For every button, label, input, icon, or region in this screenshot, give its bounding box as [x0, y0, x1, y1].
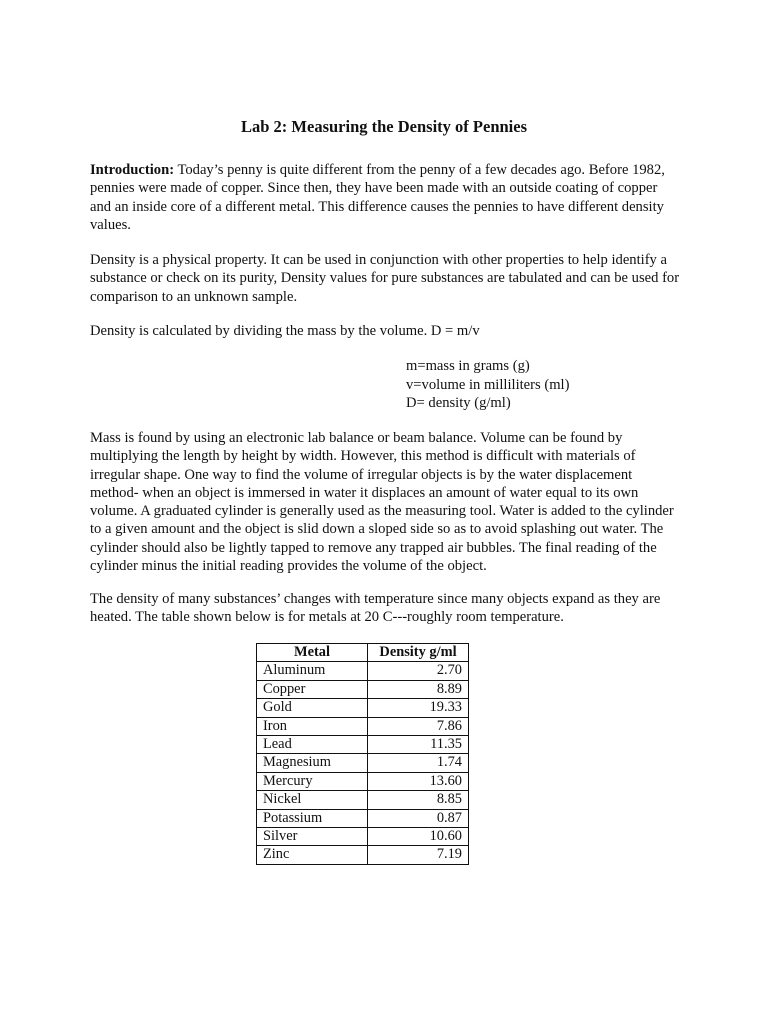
metal-name: Magnesium [257, 754, 368, 772]
density-table [256, 643, 469, 865]
column-header-metal: Metal [257, 644, 368, 662]
metal-name: Copper [257, 680, 368, 698]
density-value: 2.70 [368, 662, 469, 680]
table-row [257, 699, 469, 717]
density-value: 7.86 [368, 717, 469, 735]
intro-paragraph [90, 161, 680, 234]
page-title: Lab 2: Measuring the Density of Pennies [241, 117, 527, 136]
metal-name: Silver [257, 828, 368, 846]
variable-definitions [406, 357, 569, 413]
metal-name: Iron [257, 717, 368, 735]
table-row [257, 662, 469, 680]
density-value: 19.33 [368, 699, 469, 717]
metal-name: Gold [257, 699, 368, 717]
density-value: 0.87 [368, 809, 469, 827]
density-value: 8.85 [368, 791, 469, 809]
table-row [257, 828, 469, 846]
metal-name: Zinc [257, 846, 368, 864]
table-row [257, 791, 469, 809]
metal-name: Aluminum [257, 662, 368, 680]
intro-label: Introduction: [90, 162, 175, 178]
mass-volume-paragraph: Mass is found by using an electronic lab balance or beam balance. Volume can be found by multiplying the length by height by width. However, this method is difficult with materials of irregular shape. One way to find the volume of irregular objects is by the water displacement method- when an object is immersed in water it displaces an amount of water equal to its own volume. A graduated cylinder is generally used as the measuring tool. Water is added to the cylinder to a given amount and the object is slid down a sloped side so as to avoid splashing out water. The cylinder should also be lightly tapped to remove any trapped air bubbles. The final reading of the cylinder minus the initial reading provides the volume of the object. [90, 430, 674, 575]
definition-volume: v=volume in milliliters (ml) [406, 376, 570, 393]
definition-mass: m=mass in grams (g) [406, 358, 530, 374]
table-row [257, 680, 469, 698]
table-row [257, 754, 469, 772]
table-row [257, 717, 469, 735]
temperature-paragraph: The density of many substances’ changes with temperature since many objects expand as they are heated. The table shown below is for metals at 20 C---roughly room temperature. [90, 591, 661, 626]
density-value: 7.19 [368, 846, 469, 864]
table-header-row [257, 644, 469, 662]
table-row [257, 846, 469, 864]
density-property-paragraph: Density is a physical property. It can be used in conjunction with other properties to help identify a substance or check on its purity, Density values for pure substances are tabulated and can be used for comparison to an unknown sample. [90, 252, 680, 305]
intro-text: Today’s penny is quite different from the penny of a few decades ago. Before 1982, pennies were made of copper. Since then, they have been made with an outside coating of copper and an inside core of a different metal. This difference causes the pennies to have different density values. [90, 162, 665, 233]
table-row [257, 736, 469, 754]
table-row [257, 772, 469, 790]
density-value: 8.89 [368, 680, 469, 698]
metal-name: Nickel [257, 791, 368, 809]
density-value: 1.74 [368, 754, 469, 772]
definition-density: D= density (g/ml) [406, 395, 511, 411]
density-value: 11.35 [368, 736, 469, 754]
metal-name: Mercury [257, 772, 368, 790]
metal-name: Lead [257, 736, 368, 754]
metal-name: Potassium [257, 809, 368, 827]
density-value: 13.60 [368, 772, 469, 790]
density-formula-paragraph: Density is calculated by dividing the mass by the volume. D = m/v [90, 323, 480, 339]
density-value: 10.60 [368, 828, 469, 846]
table-row [257, 809, 469, 827]
column-header-density: Density g/ml [368, 644, 469, 662]
